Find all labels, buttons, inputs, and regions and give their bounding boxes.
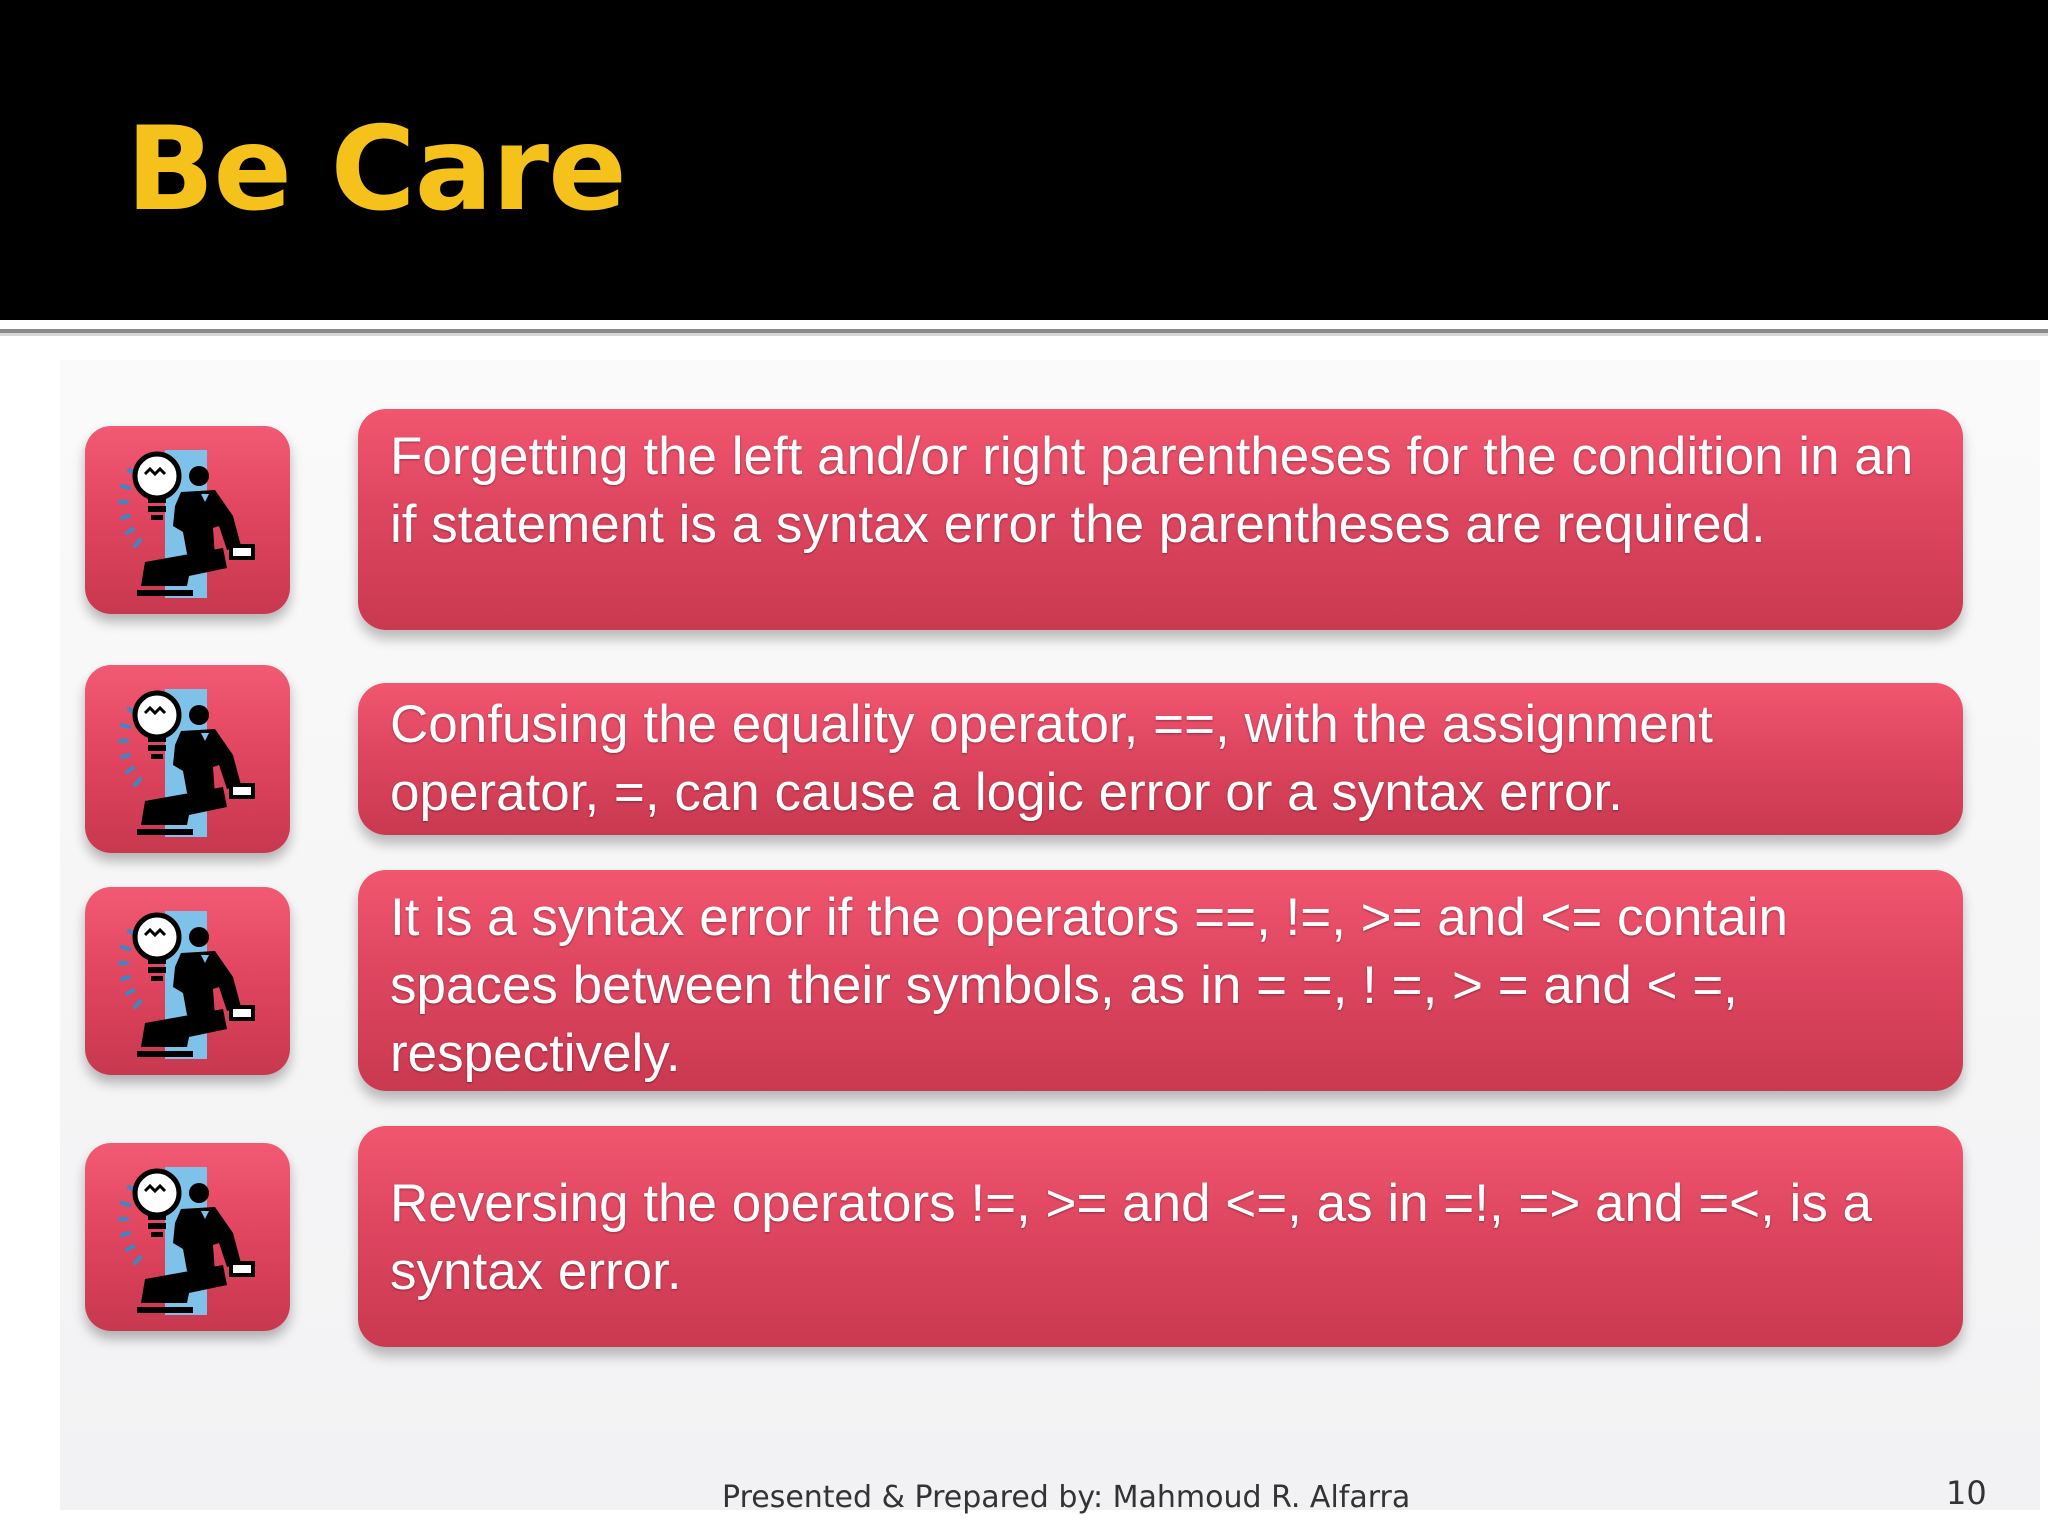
item-4-icon-tile xyxy=(85,1143,290,1331)
item-2-icon-tile xyxy=(85,665,290,853)
slide-header xyxy=(0,0,2048,320)
item-4-text: Reversing the operators !=, >= and <=, as in =!, => and =<, is a syntax error. xyxy=(390,1174,1873,1301)
item-2-text: Confusing the equality operator, ==, with the assignment operator, =, can cause a logic error or a syntax error. xyxy=(390,695,1713,822)
item-3-text: It is a syntax error if the operators ==, !=, >= and <= contain spaces between their symbols, as in = =, ! =, > = and < =, respectively. xyxy=(390,888,1788,1083)
slide-title: Be Care xyxy=(126,102,626,237)
item-4-card xyxy=(358,1126,1963,1347)
item-2-card xyxy=(358,683,1963,835)
idea-businessman-icon xyxy=(115,675,263,847)
page-number: 10 xyxy=(1946,1474,1987,1512)
item-1-card xyxy=(358,409,1963,630)
footer-credit: Presented & Prepared by: Mahmoud R. Alfarra xyxy=(722,1480,1411,1515)
header-divider-highlight xyxy=(0,333,2048,336)
item-3-card xyxy=(358,870,1963,1091)
item-1-text: Forgetting the left and/or right parentheses for the condition in an if statement is a syntax error the parentheses are required. xyxy=(390,427,1914,554)
idea-businessman-icon xyxy=(115,436,263,608)
item-3-icon-tile xyxy=(85,887,290,1075)
idea-businessman-icon xyxy=(115,897,263,1069)
idea-businessman-icon xyxy=(115,1153,263,1325)
item-1-icon-tile xyxy=(85,426,290,614)
